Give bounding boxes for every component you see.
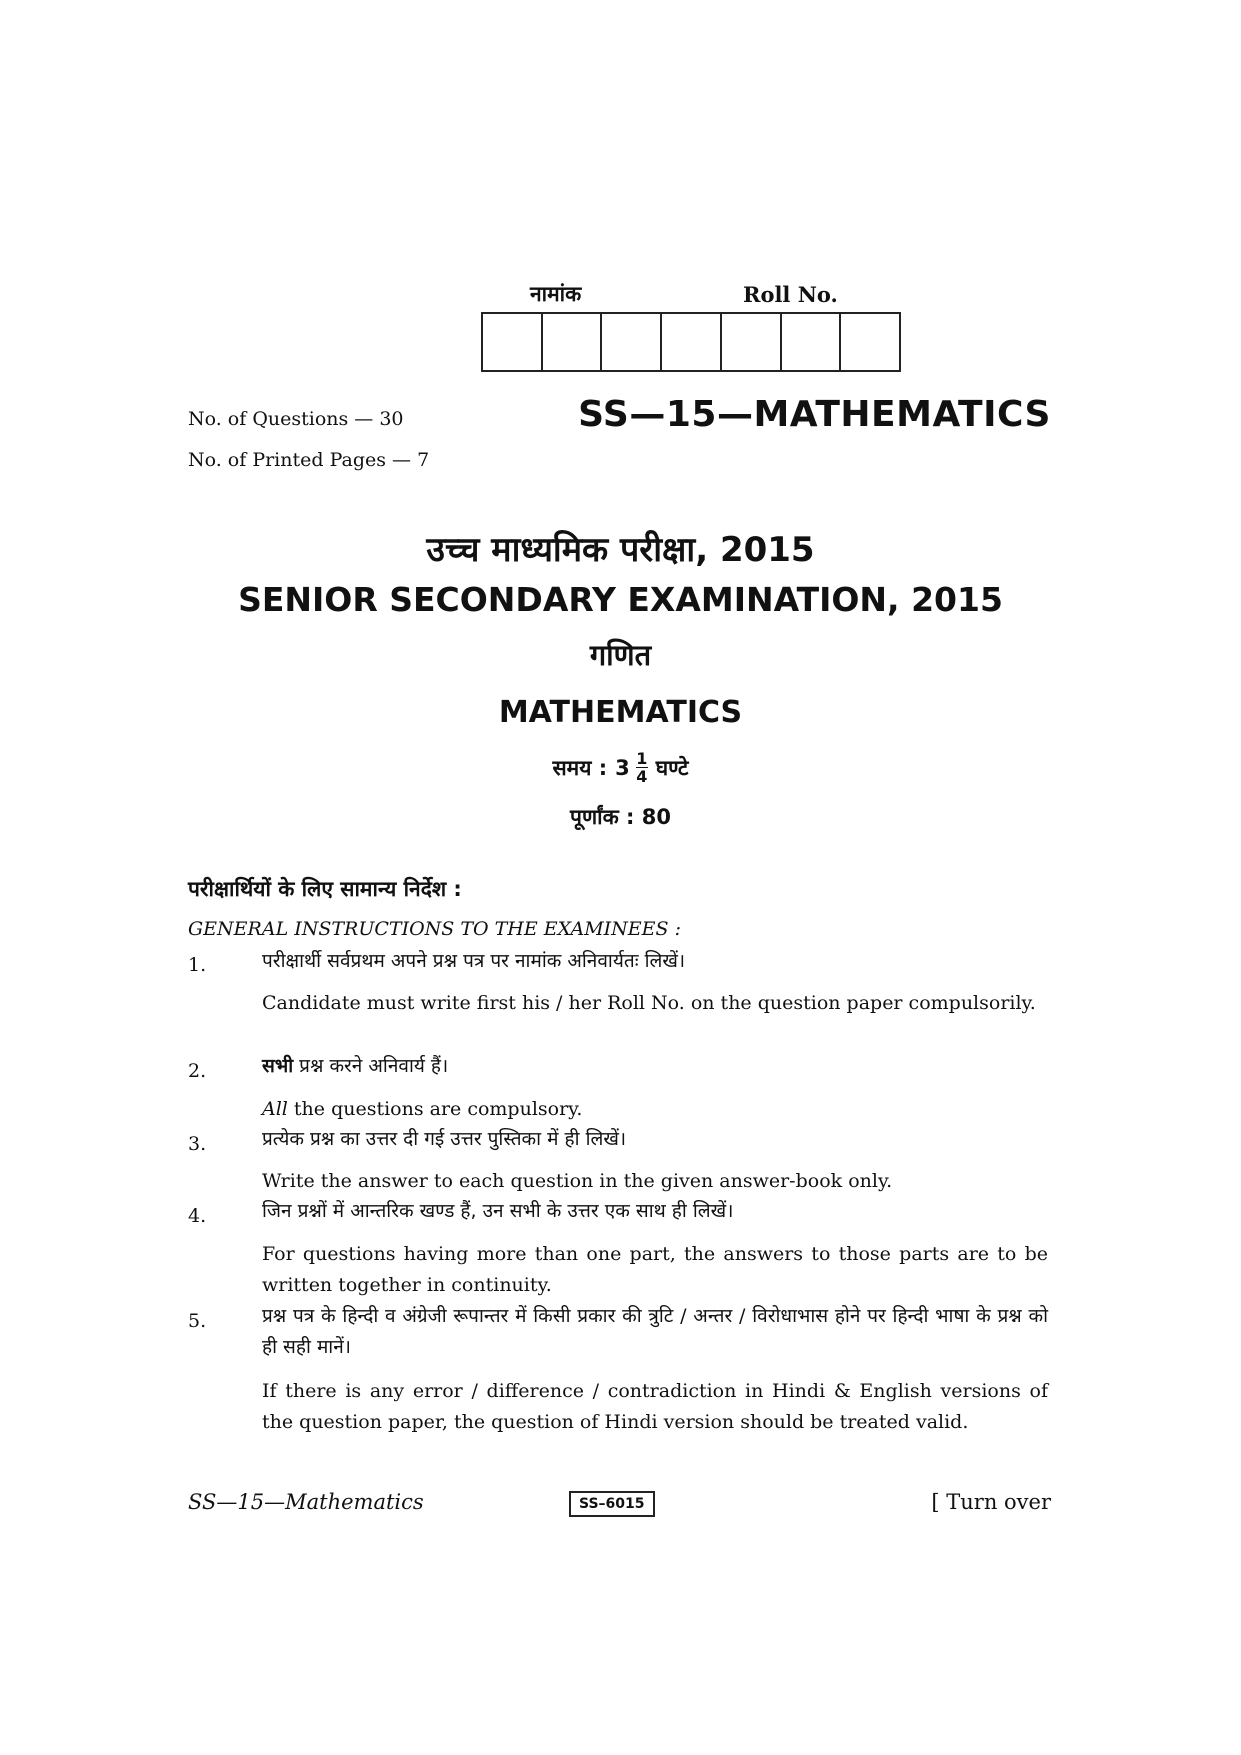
subject-hindi: गणित	[589, 638, 652, 672]
instruction-english-rest: the questions are compulsory.	[287, 1098, 583, 1120]
instruction-number: 1.	[188, 954, 207, 976]
roll-digit-box[interactable]	[782, 314, 842, 370]
roll-digit-box[interactable]	[543, 314, 603, 370]
instruction-hindi: जिन प्रश्नों में आन्तरिक खण्ड हैं, उन सभी के उत्तर एक साथ ही लिखें।	[262, 1200, 734, 1222]
roll-digit-box[interactable]	[602, 314, 662, 370]
instruction-number: 3.	[188, 1133, 207, 1155]
maximum-marks: पूर्णांक : 80	[570, 805, 671, 829]
instruction-english	[262, 1094, 1048, 1125]
turn-over-note: [ Turn over	[931, 1490, 1051, 1514]
number-of-pages: No. of Printed Pages — 7	[188, 449, 430, 471]
roll-digit-box[interactable]	[662, 314, 722, 370]
exam-title-english: SENIOR SECONDARY EXAMINATION, 2015	[238, 580, 1003, 619]
instruction-number: 2.	[188, 1060, 207, 1082]
instruction-number: 4.	[188, 1205, 207, 1227]
exam-title-hindi: उच्च माध्यमिक परीक्षा, 2015	[426, 530, 815, 570]
instruction-hindi	[262, 1051, 1048, 1082]
time-numerator: 1	[636, 749, 648, 768]
roll-digit-box[interactable]	[841, 314, 899, 370]
instruction-hindi: प्रश्न पत्र के हिन्दी व अंग्रेजी रूपान्तर में किसी प्रकार की त्रुटि / अन्तर / विरोधाभास होने पर हिन्दी भाषा के प्रश्न को ही सही मानें।	[262, 1305, 1048, 1358]
time-whole: 3	[615, 755, 630, 780]
instruction-english: For questions having more than one part, the answers to those parts are to be written together in continuity.	[262, 1243, 1048, 1296]
paper-code: SS—15—MATHEMATICS	[578, 394, 1051, 435]
instructions-title-hindi: परीक्षार्थियों के लिए सामान्य निर्देश :	[188, 877, 462, 901]
time-fraction	[636, 750, 648, 785]
instruction-english: Write the answer to each question in the given answer-book only.	[262, 1170, 893, 1192]
time-duration	[0, 750, 1241, 785]
instruction-hindi-bold: सभी	[262, 1055, 294, 1077]
instruction-hindi: प्रत्येक प्रश्न का उत्तर दी गई उत्तर पुस्तिका में ही लिखें।	[262, 1128, 627, 1150]
instruction-english: If there is any error / difference / contradiction in Hindi & English versions of the question paper, the question of Hindi version should be treated valid.	[262, 1380, 1048, 1433]
roll-label-english: Roll No.	[743, 282, 838, 307]
instruction-english: Candidate must write first his / her Roll No. on the question paper compulsorily.	[262, 992, 1036, 1014]
roll-digit-box[interactable]	[483, 314, 543, 370]
subject-english: MATHEMATICS	[498, 695, 743, 730]
time-denominator: 4	[636, 767, 648, 786]
roll-number-boxes	[481, 312, 901, 372]
roll-label-hindi: नामांक	[530, 282, 582, 306]
footer-paper-name: SS—15—Mathematics	[188, 1490, 424, 1514]
footer-paper-code: SS–6015	[569, 1491, 655, 1517]
instruction-hindi: परीक्षार्थी सर्वप्रथम अपने प्रश्न पत्र पर नामांक अनिवार्यतः लिखें।	[262, 950, 686, 972]
number-of-questions: No. of Questions — 30	[188, 408, 404, 430]
time-unit: घण्टे	[655, 755, 689, 780]
instruction-hindi-rest: प्रश्न करने अनिवार्य हैं।	[293, 1055, 449, 1077]
instruction-number: 5.	[188, 1310, 207, 1332]
time-label: समय :	[552, 755, 608, 780]
instructions-title-english: GENERAL INSTRUCTIONS TO THE EXAMINEES :	[188, 918, 681, 940]
instruction-english-italic: All	[262, 1098, 288, 1120]
roll-digit-box[interactable]	[722, 314, 782, 370]
